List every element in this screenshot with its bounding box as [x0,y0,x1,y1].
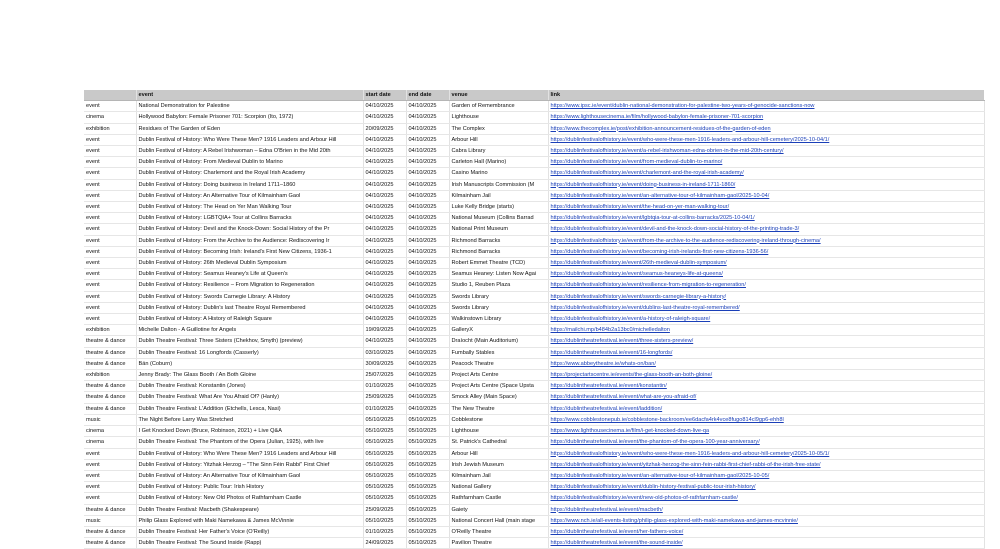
cell-end-date: 05/10/2025 [406,515,449,526]
cell-category: event [84,168,136,179]
cell-end-date: 04/10/2025 [406,224,449,235]
cell-link[interactable]: https://www.nch.ie/all-events-listing/philip-glass-explored-with-maki-namekawa-and-james-mcvinnie/ [548,515,984,526]
cell-category: theatre & dance [84,336,136,347]
cell-event: Dublin Festival of History: Dublin's last Theatre Royal Remembered [136,302,363,313]
cell-link[interactable]: https://dublinfestivalofhistory.ie/event/becoming-irish-irelands-first-new-citizens-1936-56/ [548,246,984,257]
cell-link[interactable]: https://dublinfestivalofhistory.ie/event/a-history-of-raleigh-square/ [548,314,984,325]
cell-event: Dublin Festival of History: Who Were These Men? 1916 Leaders and Arbour Hill [136,448,363,459]
cell-start-date: 04/10/2025 [363,146,406,157]
cell-venue: Kilmainham Jail [449,470,548,481]
cell-category: theatre & dance [84,358,136,369]
cell-start-date: 03/10/2025 [363,347,406,358]
cell-link[interactable]: https://dublinfestivalofhistory.ie/event/swords-carnegie-library-a-history/ [548,291,984,302]
cell-category: event [84,314,136,325]
cell-start-date: 05/10/2025 [363,493,406,504]
cell-venue: The Complex [449,123,548,134]
cell-venue: Swords Library [449,302,548,313]
cell-start-date: 25/07/2025 [363,370,406,381]
cell-event: Dublin Festival of History: Devil and the Knock-Down: Social History of the Pr [136,224,363,235]
cell-start-date: 04/10/2025 [363,224,406,235]
cell-category: event [84,213,136,224]
cell-link[interactable]: https://dublintheatrefestival.ie/event/macbeth/ [548,504,984,515]
cell-event: Jenny Brady: The Glass Booth / An Both Gloine [136,370,363,381]
cell-category: theatre & dance [84,347,136,358]
cell-category: event [84,134,136,145]
cell-venue: Arbour Hill [449,448,548,459]
column-header-start-date: start date [363,90,406,101]
cell-link[interactable]: https://dublintheatrefestival.ie/event/the-phantom-of-the-opera-100-year-anniversary/ [548,437,984,448]
cell-end-date: 04/10/2025 [406,179,449,190]
table-row [84,291,984,302]
cell-category: event [84,291,136,302]
cell-event: Dublin Festival of History: New Old Photos of Rathfarnham Castle [136,493,363,504]
cell-end-date: 05/10/2025 [406,482,449,493]
cell-start-date: 01/10/2025 [363,381,406,392]
cell-venue: The New Theatre [449,403,548,414]
cell-event: Dublin Festival of History: LGBTQIA+ Tour at Collins Barracks [136,213,363,224]
cell-start-date: 05/10/2025 [363,515,406,526]
cell-venue: Richmond Barracks [449,246,548,257]
cell-venue: Lighthouse [449,112,548,123]
cell-category: theatre & dance [84,538,136,549]
cell-link[interactable]: https://www.lighthousecinema.ie/film/hollywood-babylon-female-prisoner-701-scorpion [548,112,984,123]
cell-venue: Casino Marino [449,168,548,179]
cell-start-date: 04/10/2025 [363,246,406,257]
cell-venue: Richmond Barracks [449,235,548,246]
cell-category: theatre & dance [84,381,136,392]
cell-link[interactable]: https://dublinfestivalofhistory.ie/event/doing-business-in-ireland-1711-1860/ [548,179,984,190]
cell-event: Dublin Festival of History: Swords Carnegie Library: A History [136,291,363,302]
table-row [84,493,984,504]
table-row [84,179,984,190]
cell-category: cinema [84,437,136,448]
cell-end-date: 04/10/2025 [406,134,449,145]
table-row [84,381,984,392]
cell-category: theatre & dance [84,403,136,414]
cell-link[interactable]: https://www.thecomplex.ie/post/exhibition-announcement-residues-of-the-garden-of-eden [548,123,984,134]
cell-end-date: 04/10/2025 [406,123,449,134]
cell-event: Hollywood Babylon: Female Prisoner 701: Scorpion (Ito, 1972) [136,112,363,123]
cell-end-date: 05/10/2025 [406,526,449,537]
cell-category: event [84,280,136,291]
cell-link[interactable]: https://dublintheatrefestival.ie/event/her-fathers-voice/ [548,526,984,537]
cell-end-date: 04/10/2025 [406,336,449,347]
cell-venue: O'Reilly Theatre [449,526,548,537]
cell-event: Dublin Festival of History: From the Archive to the Audience: Rediscovering Ir [136,235,363,246]
cell-category: event [84,269,136,280]
cell-link[interactable]: https://dublintheatrefestival.ie/event/three-sisters-preview/ [548,336,984,347]
table-row [84,392,984,403]
cell-start-date: 04/10/2025 [363,336,406,347]
cell-end-date: 05/10/2025 [406,504,449,515]
cell-start-date: 04/10/2025 [363,157,406,168]
cell-event: Dublin Festival of History: An Alternative Tour of Kilmainham Gaol [136,190,363,201]
cell-start-date: 05/10/2025 [363,459,406,470]
cell-start-date: 04/10/2025 [363,112,406,123]
cell-venue: Studio 1, Reuben Plaza [449,280,548,291]
cell-venue: Cabra Library [449,146,548,157]
table-row [84,414,984,425]
cell-end-date: 05/10/2025 [406,470,449,481]
cell-category: event [84,470,136,481]
cell-start-date: 05/10/2025 [363,470,406,481]
cell-category: music [84,515,136,526]
cell-link[interactable]: https://dublinfestivalofhistory.ie/event/a-rebel-irishwoman-edna-obrien-in-the-mid-20th-century/ [548,146,984,157]
cell-event: Dublin Theatre Festival: 16 Longfords (Casserly) [136,347,363,358]
cell-start-date: 05/10/2025 [363,426,406,437]
cell-category: event [84,101,136,112]
cell-start-date: 01/10/2025 [363,403,406,414]
cell-end-date: 04/10/2025 [406,146,449,157]
cell-category: event [84,482,136,493]
cell-start-date: 04/10/2025 [363,202,406,213]
cell-end-date: 04/10/2025 [406,258,449,269]
cell-category: event [84,246,136,257]
table-row [84,157,984,168]
cell-venue: Gaiety [449,504,548,515]
cell-event: Philip Glass Explored with Maki Namekawa & James McVinnie [136,515,363,526]
cell-category: event [84,302,136,313]
cell-link[interactable]: https://projectartscentre.ie/events/the-glass-booth-an-both-gloine/ [548,370,984,381]
cell-event: Residues of The Garden of Eden [136,123,363,134]
cell-link[interactable]: https://dublinfestivalofhistory.ie/event/who-were-these-men-1916-leaders-and-arbour-hill-cemetery/2025-10-05/1/ [548,448,984,459]
cell-end-date: 04/10/2025 [406,302,449,313]
cell-link[interactable]: https://dublinfestivalofhistory.ie/event/resilience-from-migration-to-regeneration/ [548,280,984,291]
cell-link[interactable]: https://dublintheatrefestival.ie/event/laddition/ [548,403,984,414]
cell-end-date: 04/10/2025 [406,202,449,213]
cell-start-date: 04/10/2025 [363,101,406,112]
cell-event: Michelle Dalton - A Guillotine for Angels [136,325,363,336]
cell-event: Dublin Festival of History: Becoming Irish: Ireland's First New Citizens, 1936-1 [136,246,363,257]
cell-link[interactable]: https://dublinfestivalofhistory.ie/event/from-the-archive-to-the-audience-rediscovering-ireland-through-cinema/ [548,235,984,246]
cell-venue: Project Arts Centre [449,370,548,381]
cell-venue: Lighthouse [449,426,548,437]
cell-event: The Night Before Larry Was Stretched [136,414,363,425]
table-row [84,134,984,145]
cell-category: event [84,235,136,246]
table-row [84,123,984,134]
cell-event: Dublin Theatre Festival: The Phantom of the Opera (Julian, 1925), with live [136,437,363,448]
cell-venue: Fumbally Stables [449,347,548,358]
cell-venue: Arbour Hill [449,134,548,145]
cell-end-date: 04/10/2025 [406,190,449,201]
cell-start-date: 05/10/2025 [363,414,406,425]
cell-category: event [84,224,136,235]
cell-venue: National Gallery [449,482,548,493]
cell-venue: National Print Museum [449,224,548,235]
cell-venue: St. Patrick's Cathedral [449,437,548,448]
cell-event: Dublin Festival of History: Who Were These Men? 1916 Leaders and Arbour Hill [136,134,363,145]
cell-end-date: 05/10/2025 [406,437,449,448]
cell-event: Dublin Theatre Festival: Her Father's Voice (O'Reilly) [136,526,363,537]
cell-venue: Peacock Theatre [449,358,548,369]
cell-end-date: 04/10/2025 [406,112,449,123]
cell-category: theatre & dance [84,526,136,537]
cell-venue: Pavilion Theatre [449,538,548,549]
cell-end-date: 05/10/2025 [406,426,449,437]
cell-event: Dublin Festival of History: An Alternative Tour of Kilmainham Gaol [136,470,363,481]
cell-start-date: 20/09/2025 [363,123,406,134]
cell-venue: Robert Emmet Theatre (TCD) [449,258,548,269]
cell-category: event [84,258,136,269]
table-row [84,370,984,381]
cell-event: Dublin Theatre Festival: L'Addition (Etchells, Lesca, Nasi) [136,403,363,414]
cell-event: Dublin Theatre Festival: What Are You Afraid Of? (Hanly) [136,392,363,403]
table-row [84,448,984,459]
cell-end-date: 04/10/2025 [406,101,449,112]
cell-link[interactable]: https://dublinfestivalofhistory.ie/event/new-old-photos-of-rathfarnham-castle/ [548,493,984,504]
cell-event: Dublin Festival of History: Public Tour: Irish History [136,482,363,493]
cell-event: Dublin Festival of History: Doing business in Ireland 1711–1860 [136,179,363,190]
cell-start-date: 05/10/2025 [363,448,406,459]
table-row [84,403,984,414]
cell-category: exhibition [84,370,136,381]
cell-event: Dublin Theatre Festival: The Sound Inside (Rapp) [136,538,363,549]
cell-start-date: 04/10/2025 [363,314,406,325]
cell-event: Bán (Coburn) [136,358,363,369]
table-row [84,426,984,437]
table-row [84,470,984,481]
cell-end-date: 04/10/2025 [406,246,449,257]
cell-link[interactable]: https://dublintheatrefestival.ie/event/16-longfords/ [548,347,984,358]
table-row [84,146,984,157]
cell-link[interactable]: https://www.abbeytheatre.ie/whats-on/ban/ [548,358,984,369]
column-header-link: link [548,90,984,101]
cell-end-date: 04/10/2025 [406,347,449,358]
column-header-event: event [136,90,363,101]
cell-start-date: 04/10/2025 [363,179,406,190]
cell-venue: Walkinstown Library [449,314,548,325]
cell-end-date: 04/10/2025 [406,168,449,179]
cell-start-date: 25/09/2025 [363,392,406,403]
cell-category: event [84,190,136,201]
cell-start-date: 04/10/2025 [363,280,406,291]
cell-event: Dublin Festival of History: Charlemont and the Royal Irish Academy [136,168,363,179]
cell-start-date: 05/10/2025 [363,482,406,493]
cell-start-date: 30/09/2025 [363,358,406,369]
table-row [84,269,984,280]
cell-end-date: 04/10/2025 [406,235,449,246]
table-row [84,314,984,325]
cell-start-date: 25/09/2025 [363,504,406,515]
cell-event: Dublin Festival of History: The Head on Yer Man Walking Tour [136,202,363,213]
cell-venue: Irish Manuscripts Commission (M [449,179,548,190]
table-row [84,347,984,358]
cell-link[interactable]: https://dublinfestivalofhistory.ie/event/charlemont-and-the-royal-irish-academy/ [548,168,984,179]
cell-venue: Irish Jewish Museum [449,459,548,470]
cell-link[interactable]: https://dublintheatrefestival.ie/event/what-are-you-afraid-of/ [548,392,984,403]
events-spreadsheet [84,90,985,549]
cell-event: Dublin Festival of History: Yitzhak Herzog – "The Sinn Féin Rabbi" First Chief [136,459,363,470]
cell-end-date: 04/10/2025 [406,358,449,369]
table-row [84,202,984,213]
cell-category: event [84,179,136,190]
cell-event: Dublin Festival of History: From Medieval Dublin to Marino [136,157,363,168]
column-header-category [84,90,136,101]
cell-link[interactable]: https://www.ipsc.ie/event/dublin-national-demonstration-for-palestine-two-years-of-genocide-sanctions-now [548,101,984,112]
cell-link[interactable]: https://dublinfestivalofhistory.ie/event/the-head-on-yer-man-walking-tour/ [548,202,984,213]
cell-event: I Get Knocked Down (Bruce, Robinson, 2021) + Live Q&A [136,426,363,437]
cell-link[interactable]: https://dublintheatrefestival.ie/event/the-sound-inside/ [548,538,984,549]
cell-category: cinema [84,112,136,123]
cell-event: Dublin Festival of History: Seamus Heaney's Life at Queen's [136,269,363,280]
cell-start-date: 04/10/2025 [363,168,406,179]
cell-start-date: 04/10/2025 [363,190,406,201]
header-row [84,90,984,101]
cell-venue: GalleryX [449,325,548,336]
cell-start-date: 04/10/2025 [363,269,406,280]
cell-category: exhibition [84,325,136,336]
table-row [84,246,984,257]
cell-link[interactable]: https://dublinfestivalofhistory.ie/event/seamus-heaneys-life-at-queens/ [548,269,984,280]
cell-category: cinema [84,426,136,437]
cell-start-date: 19/09/2025 [363,325,406,336]
table-row [84,325,984,336]
cell-end-date: 04/10/2025 [406,157,449,168]
cell-link[interactable]: https://dublinfestivalofhistory.ie/event/lgbtqia-tour-at-collins-barracks/2025-10-04/1/ [548,213,984,224]
table-row [84,538,984,549]
cell-end-date: 05/10/2025 [406,459,449,470]
cell-start-date: 04/10/2025 [363,134,406,145]
cell-start-date: 04/10/2025 [363,213,406,224]
table-row [84,280,984,291]
column-header-venue: venue [449,90,548,101]
table-row [84,168,984,179]
cell-link[interactable]: https://dublinfestivalofhistory.ie/event/dublins-last-theatre-royal-remembered/ [548,302,984,313]
cell-event: Dublin Theatre Festival: Three Sisters (Chekhov, Smyth) (preview) [136,336,363,347]
cell-link[interactable]: https://dublinfestivalofhistory.ie/event/an-alternative-tour-of-kilmainham-gaol/2025-10-05/ [548,470,984,481]
cell-link[interactable]: https://dublinfestivalofhistory.ie/event/an-alternative-tour-of-kilmainham-gaol/2025-10-04/ [548,190,984,201]
cell-venue: Draíocht (Main Auditorium) [449,336,548,347]
cell-venue: National Museum (Collins Barrad [449,213,548,224]
table-row [84,258,984,269]
cell-category: theatre & dance [84,504,136,515]
cell-end-date: 04/10/2025 [406,269,449,280]
cell-event: Dublin Theatre Festival: Macbeth (Shakespeare) [136,504,363,515]
cell-end-date: 04/10/2025 [406,381,449,392]
cell-venue: Cobblestone [449,414,548,425]
cell-link[interactable]: https://dublinfestivalofhistory.ie/event/from-medieval-dublin-to-marino/ [548,157,984,168]
table-row [84,482,984,493]
cell-start-date: 05/10/2025 [363,437,406,448]
cell-end-date: 04/10/2025 [406,403,449,414]
cell-link[interactable]: https://dublinfestivalofhistory.ie/event/yitzhak-herzog-the-sinn-fein-rabbi-first-chief-rabbi-of-the-irish-free-state/ [548,459,984,470]
cell-venue: Swords Library [449,291,548,302]
table-row [84,224,984,235]
cell-category: event [84,493,136,504]
table-row [84,526,984,537]
cell-category: event [84,448,136,459]
cell-end-date: 04/10/2025 [406,213,449,224]
cell-event: Dublin Festival of History: A History of Raleigh Square [136,314,363,325]
cell-end-date: 05/10/2025 [406,538,449,549]
cell-venue: Luke Kelly Bridge (starts) [449,202,548,213]
cell-category: event [84,459,136,470]
table-row [84,437,984,448]
cell-category: theatre & dance [84,392,136,403]
cell-start-date: 04/10/2025 [363,291,406,302]
cell-end-date: 04/10/2025 [406,314,449,325]
cell-start-date: 04/10/2025 [363,235,406,246]
cell-category: event [84,202,136,213]
table-row [84,302,984,313]
cell-event: National Demonstration for Palestine [136,101,363,112]
cell-end-date: 04/10/2025 [406,280,449,291]
cell-venue: National Concert Hall (main stage [449,515,548,526]
table-row [84,213,984,224]
cell-event: Dublin Festival of History: 26th Medieval Dublin Symposium [136,258,363,269]
cell-start-date: 24/09/2025 [363,538,406,549]
table-row [84,459,984,470]
table-row [84,358,984,369]
cell-link[interactable]: https://mailchi.mp/b484b2a13bc0/michelledalton [548,325,984,336]
sheet-body [84,101,984,549]
cell-link[interactable]: https://dublintheatrefestival.ie/event/konstantin/ [548,381,984,392]
cell-link[interactable]: https://dublinfestivalofhistory.ie/event/26th-medieval-dublin-symposium/ [548,258,984,269]
cell-venue: Smock Alley (Main Space) [449,392,548,403]
cell-category: event [84,157,136,168]
cell-venue: Kilmainham Jail [449,190,548,201]
cell-link[interactable]: https://dublinfestivalofhistory.ie/event/devil-and-the-knock-down-social-history-of-the-printing-trade-3/ [548,224,984,235]
cell-venue: Garden of Remembrance [449,101,548,112]
cell-link[interactable]: https://dublinfestivalofhistory.ie/event/who-were-these-men-1916-leaders-and-arbour-hill-cemetery/2025-10-04/1/ [548,134,984,145]
cell-end-date: 04/10/2025 [406,392,449,403]
cell-event: Dublin Theatre Festival: Konstantin (Jones) [136,381,363,392]
column-header-end-date: end date [406,90,449,101]
cell-venue: Project Arts Centre (Space Upsta [449,381,548,392]
cell-event: Dublin Festival of History: Resilience – From Migration to Regeneration [136,280,363,291]
cell-end-date: 05/10/2025 [406,448,449,459]
table-row [84,504,984,515]
table-row [84,101,984,112]
cell-end-date: 04/10/2025 [406,370,449,381]
cell-link[interactable]: https://www.cobblestonepub.ie/cobblestone-backroom/ee6dacfa4rk4vce8fugo814cl9gp6-ehh8l [548,414,984,425]
cell-event: Dublin Festival of History: A Rebel Irishwoman – Edna O'Brien in the Mid 20th [136,146,363,157]
table-row [84,336,984,347]
cell-venue: Carleton Hall (Marino) [449,157,548,168]
cell-category: event [84,146,136,157]
cell-venue: Rathfarnham Castle [449,493,548,504]
cell-start-date: 04/10/2025 [363,302,406,313]
table-row [84,190,984,201]
cell-category: music [84,414,136,425]
cell-link[interactable]: https://dublinfestivalofhistory.ie/event/dublin-history-festival-public-tour-irish-history/ [548,482,984,493]
table-row [84,235,984,246]
table-row [84,112,984,123]
cell-venue: Seamus Heaney: Listen Now Agai [449,269,548,280]
cell-start-date: 04/10/2025 [363,258,406,269]
cell-end-date: 04/10/2025 [406,325,449,336]
cell-end-date: 05/10/2025 [406,414,449,425]
cell-start-date: 01/10/2025 [363,526,406,537]
cell-end-date: 05/10/2025 [406,493,449,504]
cell-end-date: 04/10/2025 [406,291,449,302]
cell-category: exhibition [84,123,136,134]
cell-link[interactable]: https://www.lighthousecinema.ie/film/i-get-knocked-down-live-qa [548,426,984,437]
